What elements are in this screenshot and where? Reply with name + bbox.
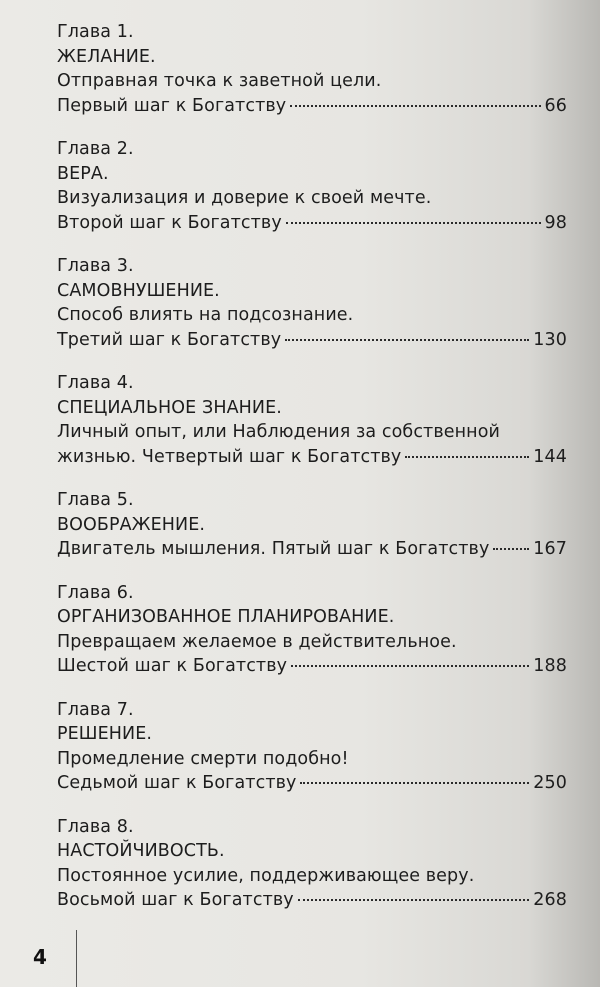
chapter-step: Второй шаг к Богатству — [57, 212, 282, 233]
chapter-page-number: 250 — [533, 773, 567, 793]
chapter-title: ВЕРА. — [57, 163, 109, 184]
chapter-label: Глава 4. — [57, 373, 134, 393]
toc-entry-line[interactable] — [57, 328, 567, 353]
chapter-title: ЖЕЛАНИЕ. — [57, 46, 156, 67]
toc-entry-line[interactable] — [57, 94, 567, 119]
chapter-subtitle: Визуализация и доверие к своей мечте. — [57, 188, 432, 208]
chapter-subtitle: Отправная точка к заветной цели. — [57, 71, 382, 91]
chapter-step: Первый шаг к Богатству — [57, 95, 287, 116]
toc-chapter-7 — [57, 698, 567, 815]
toc-chapter-4 — [57, 371, 567, 488]
chapter-page-number: 66 — [544, 95, 567, 116]
chapter-title: НАСТОЙЧИВОСТЬ. — [57, 841, 225, 861]
toc-chapter-8 — [57, 815, 567, 932]
toc-entry-line[interactable] — [57, 654, 567, 679]
toc-chapter-2 — [57, 137, 567, 254]
chapter-label: Глава 2. — [57, 139, 134, 159]
chapter-subtitle: Промедление смерти подобно! — [57, 748, 349, 769]
dot-leader — [405, 456, 529, 458]
chapter-label: Глава 8. — [57, 816, 134, 837]
dot-leader — [286, 222, 541, 224]
chapter-step: Седьмой шаг к Богатству — [57, 773, 297, 793]
chapter-title: САМОВНУШЕНИЕ. — [57, 280, 220, 301]
chapter-subtitle: Личный опыт, или Наблюдения за собственной — [57, 422, 500, 442]
chapter-label: Глава 5. — [57, 490, 134, 510]
toc-entry-line[interactable] — [57, 445, 567, 470]
chapter-label: Глава 1. — [57, 22, 134, 42]
footer-divider — [76, 930, 77, 987]
dot-leader — [300, 782, 529, 784]
chapter-page-number: 130 — [533, 329, 567, 350]
chapter-subtitle: Постоянное усилие, поддерживающее веру. — [57, 865, 475, 886]
dot-leader — [298, 899, 530, 901]
toc-chapter-1 — [57, 20, 567, 137]
chapter-label: Глава 7. — [57, 699, 134, 720]
chapter-page-number: 98 — [544, 212, 567, 233]
toc-entry-line[interactable] — [57, 211, 567, 236]
chapter-label: Глава 3. — [57, 256, 134, 276]
dot-leader — [291, 665, 529, 667]
dot-leader — [290, 105, 540, 107]
dot-leader — [493, 548, 529, 550]
toc-chapter-6 — [57, 581, 567, 698]
chapter-title: ОРГАНИЗОВАННОЕ ПЛАНИРОВАНИЕ. — [57, 607, 395, 627]
page-number: 4 — [33, 945, 47, 969]
chapter-page-number: 144 — [533, 446, 567, 467]
toc-entry-line[interactable] — [57, 537, 567, 562]
toc-chapter-3 — [57, 254, 567, 371]
chapter-step: Шестой шаг к Богатству — [57, 656, 288, 676]
chapter-page-number: 167 — [533, 539, 567, 559]
toc-chapter-5 — [57, 488, 567, 581]
chapter-step: Двигатель мышления. Пятый шаг к Богатству — [57, 539, 490, 559]
chapter-title: ВООБРАЖЕНИЕ. — [57, 514, 206, 535]
chapter-step: Третий шаг к Богатству — [57, 329, 282, 350]
toc-entry-line[interactable] — [57, 771, 567, 796]
chapter-page-number: 268 — [533, 890, 567, 910]
chapter-step: Восьмой шаг к Богатству — [57, 890, 294, 910]
chapter-subtitle: Способ влиять на подсознание. — [57, 305, 354, 325]
table-of-contents — [57, 20, 567, 932]
chapter-label: Глава 6. — [57, 582, 134, 603]
chapter-subtitle: Превращаем желаемое в действительное. — [57, 631, 457, 652]
chapter-step: жизнью. Четвертый шаг к Богатству — [57, 446, 402, 467]
chapter-page-number: 188 — [533, 656, 567, 676]
dot-leader — [285, 339, 529, 341]
toc-entry-line[interactable] — [57, 888, 567, 913]
chapter-title: СПЕЦИАЛЬНОЕ ЗНАНИЕ. — [57, 397, 282, 418]
chapter-title: РЕШЕНИЕ. — [57, 724, 153, 744]
